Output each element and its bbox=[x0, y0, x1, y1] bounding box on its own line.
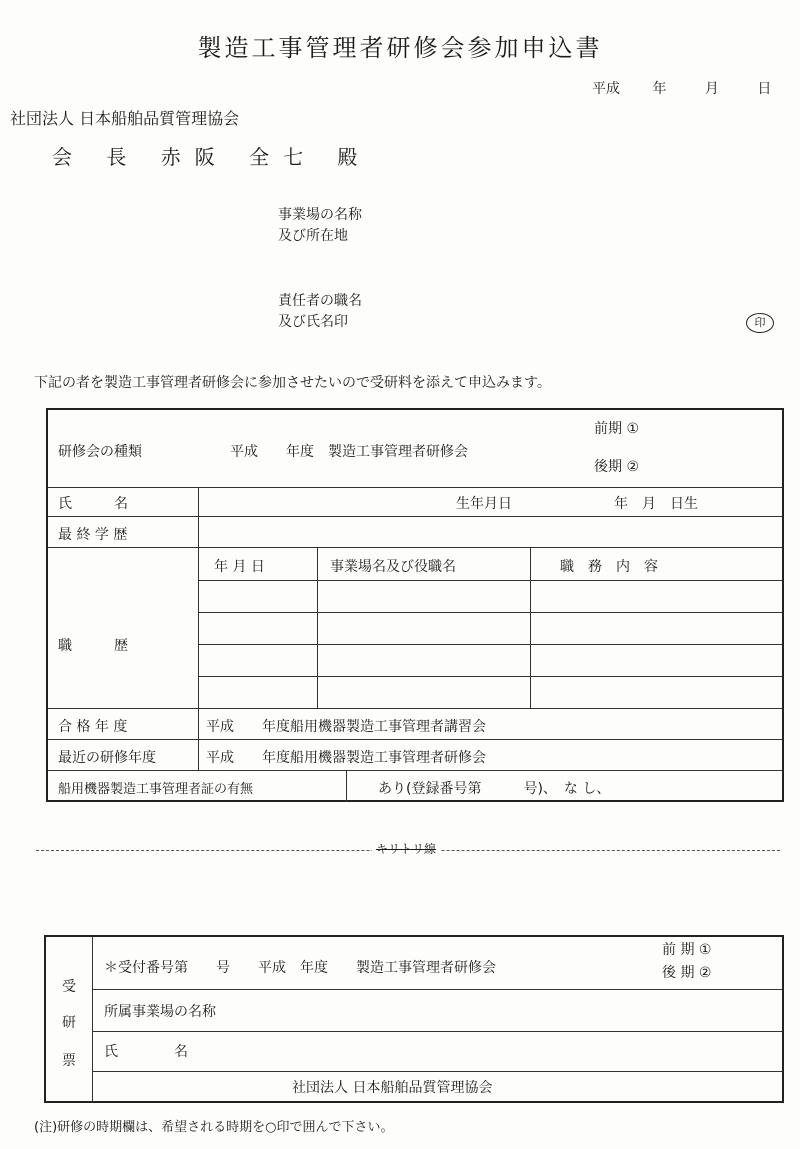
career-header-date: 年 月 日 bbox=[214, 559, 265, 575]
first-term-option[interactable]: 前期 ① bbox=[594, 421, 640, 437]
reception-ticket bbox=[44, 935, 784, 1103]
addressee-org: 社団法人 日本船舶品質管理協会 bbox=[10, 109, 240, 128]
ticket-name-label: 氏 名 bbox=[104, 1044, 188, 1060]
education-label: 最 終 学 歴 bbox=[58, 527, 128, 543]
ticket-number-line[interactable]: ＊受付番号第 号 平成 年度 製造工事管理者研修会 bbox=[104, 960, 496, 976]
education-field[interactable] bbox=[200, 518, 782, 546]
ticket-side-label-1: 受 bbox=[62, 979, 76, 995]
ticket-first-term[interactable]: 前 期 ① bbox=[662, 942, 712, 958]
career-label: 職 歴 bbox=[58, 638, 128, 654]
recent-year-label: 最近の研修年度 bbox=[58, 750, 156, 766]
workplace-label-1: 事業場の名称 bbox=[278, 207, 362, 223]
certificate-value[interactable]: あり(登録番号第 号)、 な し、 bbox=[378, 781, 611, 797]
ticket-second-term[interactable]: 後 期 ② bbox=[662, 965, 712, 981]
representative-label-1: 責任者の職名 bbox=[278, 293, 362, 309]
course-kind-value[interactable]: 平成 年度 製造工事管理者研修会 bbox=[230, 444, 468, 460]
second-term-option[interactable]: 後期 ② bbox=[594, 459, 640, 475]
lead-text: 下記の者を製造工事管理者研修会に参加させたいので受研料を添えて申込みます。 bbox=[34, 375, 551, 391]
ticket-issuer: 社団法人 日本船舶品質管理協会 bbox=[292, 1080, 493, 1096]
career-workplace-cells[interactable] bbox=[319, 582, 529, 707]
application-table bbox=[46, 408, 784, 802]
ticket-workplace-label: 所属事業場の名称 bbox=[104, 1004, 216, 1020]
date-year: 年 bbox=[652, 81, 667, 97]
footnote: (注)研修の時期欄は、希望される時期を○印で囲んで下さい。 bbox=[34, 1120, 394, 1135]
pass-year-label: 合 格 年 度 bbox=[58, 719, 128, 735]
birthdate-label: 生年月日 bbox=[456, 496, 512, 512]
course-kind-label: 研修会の種類 bbox=[58, 444, 142, 460]
name-field[interactable] bbox=[200, 488, 450, 515]
representative-label-2: 及び氏名印 bbox=[278, 314, 348, 330]
career-header-duties: 職 務 内 容 bbox=[560, 559, 658, 575]
career-duty-cells[interactable] bbox=[532, 582, 782, 707]
workplace-label-2: 及び所在地 bbox=[278, 228, 348, 244]
seal-mark: 印 bbox=[746, 313, 774, 333]
date-month: 月 bbox=[704, 81, 719, 97]
form-title: 製造工事管理者研修会参加申込書 bbox=[197, 34, 603, 62]
career-header-workplace: 事業場名及び役職名 bbox=[330, 559, 456, 575]
career-date-cells[interactable] bbox=[200, 582, 316, 707]
birthdate-field[interactable]: 年 月 日生 bbox=[614, 496, 698, 512]
name-label: 氏 名 bbox=[58, 496, 128, 512]
ticket-side-label-2: 研 bbox=[62, 1015, 76, 1031]
recent-year-value[interactable]: 平成 年度船用機器製造工事管理者研修会 bbox=[206, 750, 486, 766]
date-era: 平成 bbox=[592, 81, 620, 97]
cut-line-label: キリトリ線 bbox=[372, 840, 440, 857]
date-line bbox=[592, 78, 779, 98]
certificate-label: 船用機器製造工事管理者証の有無 bbox=[58, 782, 254, 797]
ticket-side-label-3: 票 bbox=[62, 1053, 76, 1069]
pass-year-value[interactable]: 平成 年度船用機器製造工事管理者講習会 bbox=[206, 719, 486, 735]
date-day: 日 bbox=[757, 81, 772, 97]
addressee-person: 会 長 赤阪 全七 殿 bbox=[52, 145, 372, 169]
